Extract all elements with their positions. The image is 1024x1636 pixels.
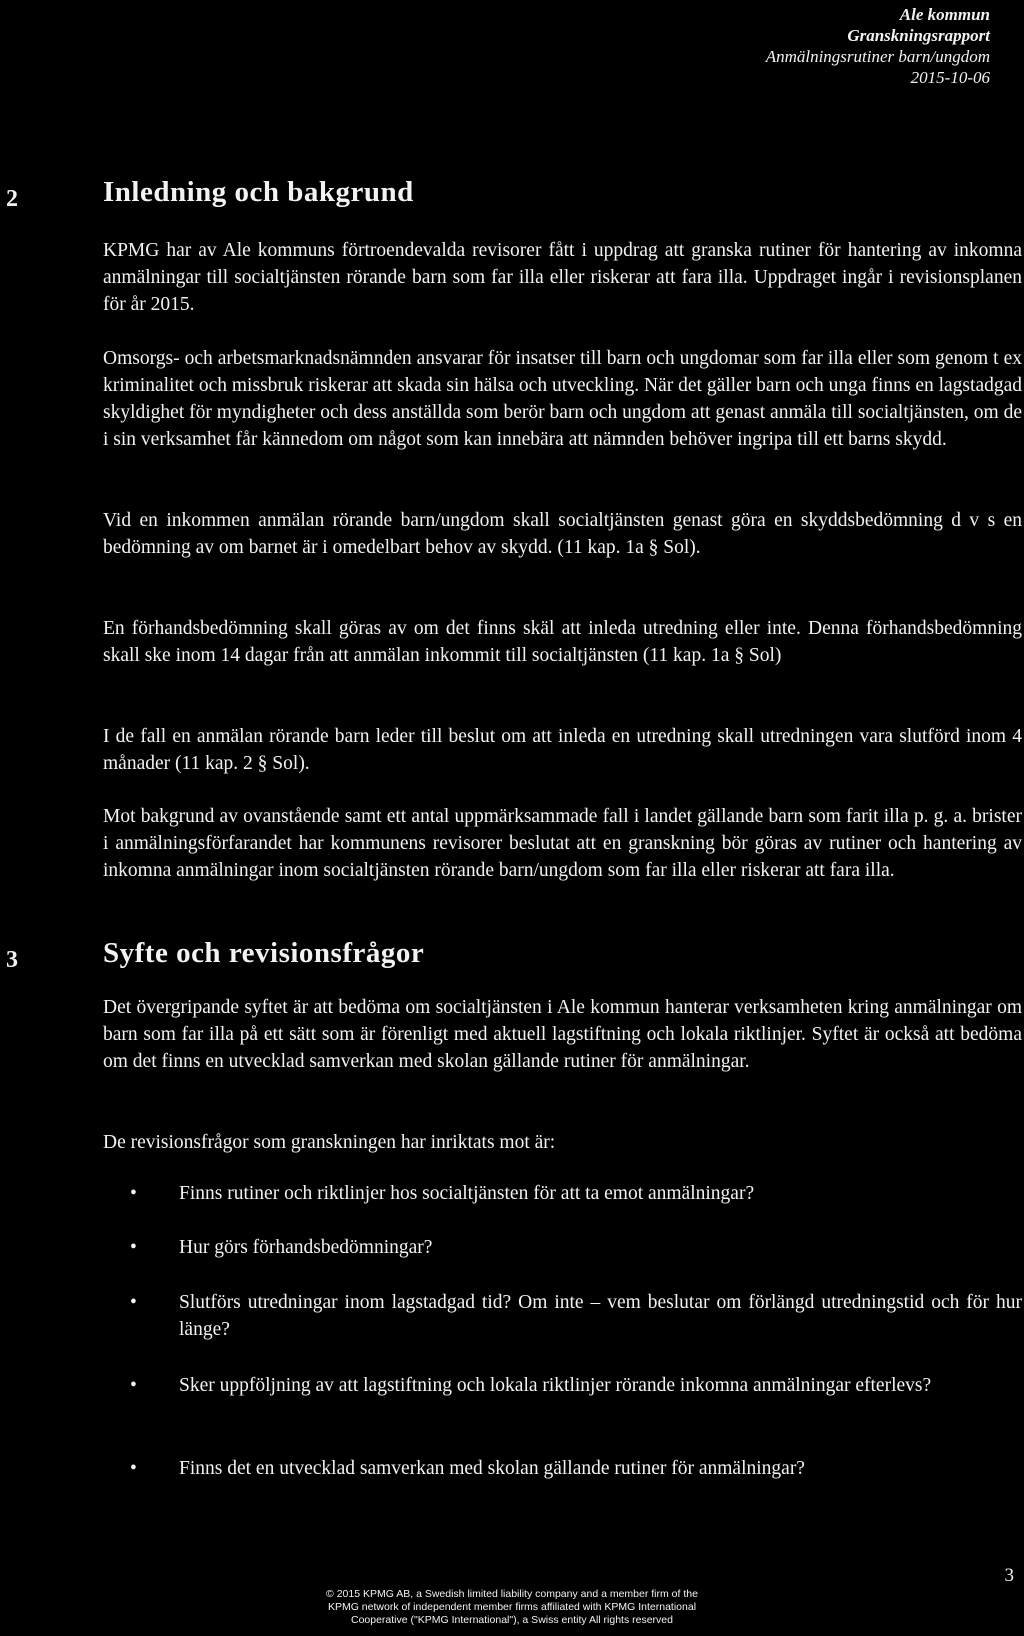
header-report-type: Granskningsrapport bbox=[847, 26, 990, 45]
page-number: 3 bbox=[1004, 1565, 1014, 1586]
paragraph: KPMG har av Ale kommuns förtroendevalda revisorer fått i uppdrag att granska rutiner för hantering av inkomna anmälningar till socialtjänsten rörande barn som far illa eller riskerar att fara illa. Uppdraget ingår i revisionsplanen för år 2015. bbox=[103, 240, 1022, 315]
header-date: 2015-10-06 bbox=[910, 68, 990, 87]
paragraph: I de fall en anmälan rörande barn leder till beslut om att inleda en utredning skall utredningen vara slutförd inom 4 månader (11 kap. 2 § Sol). bbox=[103, 726, 1022, 774]
question-text: Hur görs förhandsbedömningar? bbox=[179, 1237, 433, 1258]
paragraph: Det övergripande syftet är att bedöma om socialtjänsten i Ale kommun hanterar verksamheten kring anmälningar om barn som far illa på ett sätt som är förenligt med aktuell lagstiftning och lokala riktlinjer. Syftet är också att bedöma om det finns en utvecklad samverkan med skolan gällande rutiner för anmälningar. bbox=[103, 997, 1022, 1072]
question-text: Sker uppföljning av att lagstiftning och lokala riktlinjer rörande inkomna anmälningar efterlevs? bbox=[179, 1375, 932, 1396]
footer-line: Cooperative ("KPMG International"), a Swiss entity All rights reserved bbox=[350, 1614, 673, 1626]
bullet: • bbox=[130, 1183, 137, 1204]
paragraph: Omsorgs- och arbetsmarknadsnämnden ansvarar för insatser till barn och ungdomar som far illa eller som genom t ex kriminalitet och missbruk riskerar att skada sin hälsa och utveckling. När det gäller barn och unga finns en lagstadgad skyldighet för myndigheter och dess anställda som berör barn och ungdom att genast anmäla till socialtjänsten, om de i sin verksamhet får kännedom om något som kan innebära att nämnden behöver ingripa till ett barns skydd. bbox=[103, 348, 1022, 450]
paragraph: Vid en inkommen anmälan rörande barn/ungdom skall socialtjänsten genast göra en skyddsbedömning d v s en bedömning av om barnet är i omedelbart behov av skydd. (11 kap. 1a § Sol). bbox=[103, 510, 1022, 558]
footer-line: © 2015 KPMG AB, a Swedish limited liability company and a member firm of the bbox=[326, 1588, 698, 1600]
bullet: • bbox=[130, 1292, 137, 1313]
question-text: Finns det en utvecklad samverkan med skolan gällande rutiner för anmälningar? bbox=[179, 1458, 805, 1479]
question-text: Slutförs utredningar inom lagstadgad tid? Om inte – vem beslutar om förlängd utredningstid och för hur länge? bbox=[179, 1292, 1022, 1340]
question-text: Finns rutiner och riktlinjer hos socialtjänsten för att ta emot anmälningar? bbox=[179, 1183, 755, 1204]
bullet: • bbox=[130, 1375, 137, 1396]
section-number: 3 bbox=[6, 947, 18, 973]
copyright-footer bbox=[0, 1588, 1024, 1627]
bullet: • bbox=[130, 1458, 137, 1479]
list-item bbox=[103, 1455, 1022, 1482]
paragraph: En förhandsbedömning skall göras av om det finns skäl att inleda utredning eller inte. Denna förhandsbedömning skall ske inom 14 dagar från att anmälan inkommit till socialtjänsten (11 kap. 1a § Sol) bbox=[103, 618, 1022, 666]
header-subject: Anmälningsrutiner barn/ungdom bbox=[765, 47, 990, 66]
header-org: Ale kommun bbox=[899, 5, 990, 24]
section-number: 2 bbox=[6, 186, 18, 212]
list-item bbox=[103, 1180, 1022, 1207]
running-header bbox=[766, 4, 990, 88]
list-item bbox=[103, 1289, 1022, 1343]
section-title: Inledning och bakgrund bbox=[103, 176, 414, 208]
section-title: Syfte och revisionsfrågor bbox=[103, 937, 425, 969]
paragraph: De revisionsfrågor som granskningen har inriktats mot är: bbox=[103, 1132, 556, 1153]
footer-line: KPMG network of independent member firms affiliated with KPMG International bbox=[327, 1601, 697, 1613]
bullet: • bbox=[130, 1237, 137, 1258]
paragraph: Mot bakgrund av ovanstående samt ett antal uppmärksammade fall i landet gällande barn som farit illa p. g. a. brister i anmälningsförfarandet har kommunens revisorer beslutat att en granskning bör göras av rutiner och hantering av inkomna anmälningar inom socialtjänsten rörande barn/ungdom som far illa eller riskerar att fara illa. bbox=[103, 806, 1022, 881]
list-item bbox=[103, 1234, 1022, 1261]
list-item bbox=[103, 1372, 1022, 1399]
